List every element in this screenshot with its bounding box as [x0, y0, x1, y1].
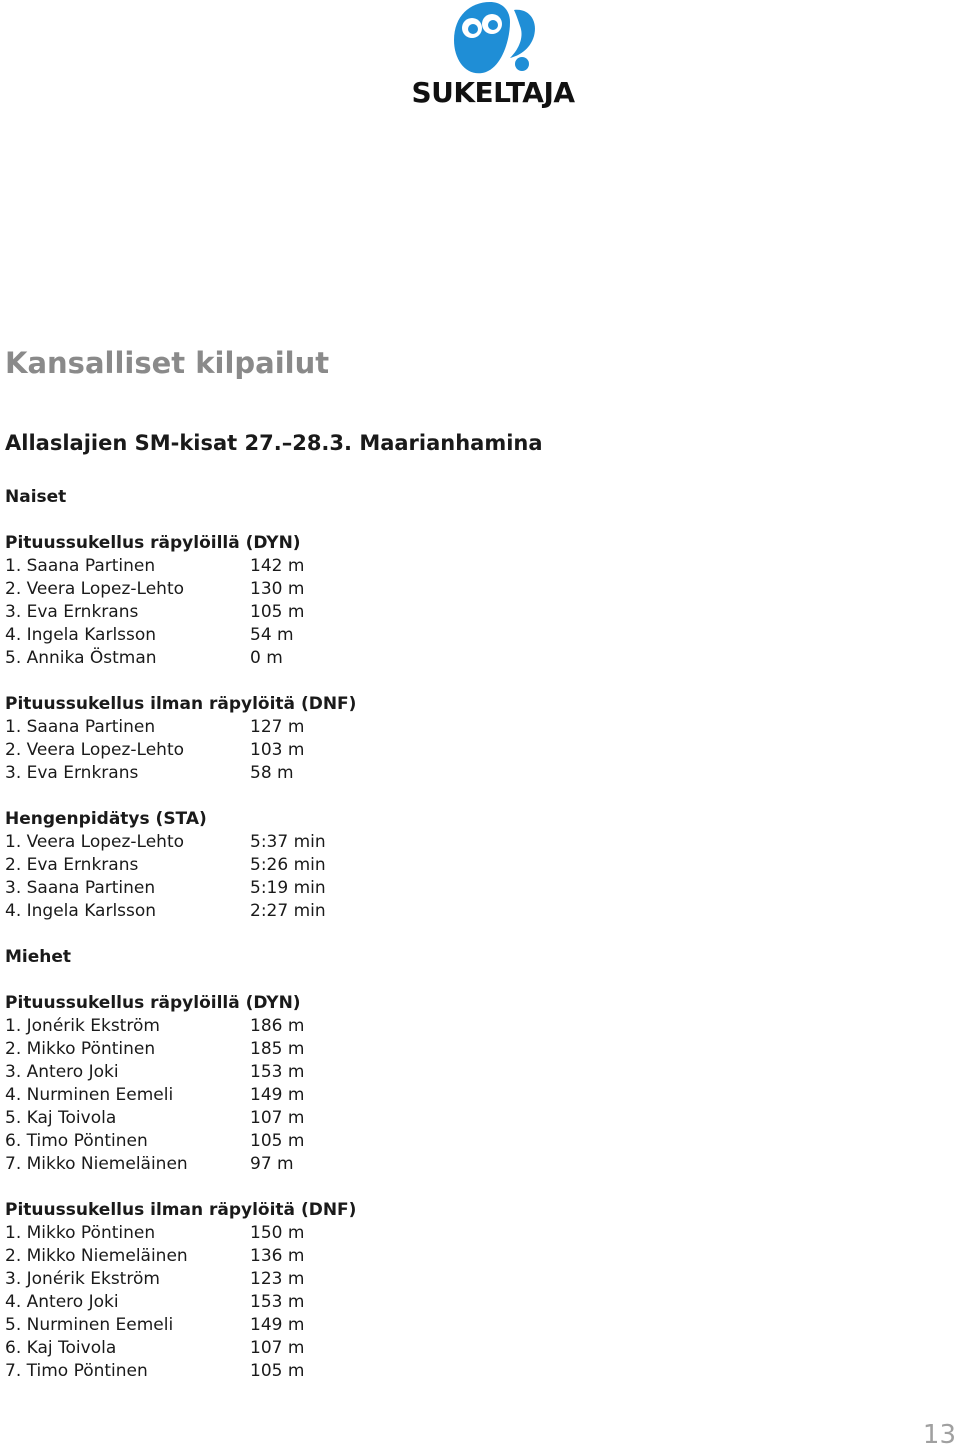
result-row [5, 1245, 905, 1268]
result-row [5, 1360, 905, 1383]
discipline-title: Pituussukellus ilman räpylöitä (DNF) [5, 694, 357, 714]
athlete-name: 2. Veera Lopez-Lehto [5, 579, 185, 599]
athlete-name: 3. Eva Ernkrans [5, 602, 139, 622]
result-value: 130 m [250, 579, 305, 599]
athlete-name: 1. Veera Lopez-Lehto [5, 832, 185, 852]
athlete-name: 2. Eva Ernkrans [5, 855, 139, 875]
result-row [5, 1314, 905, 1337]
athlete-name: 3. Jonérik Ekström [5, 1269, 160, 1289]
result-value: 150 m [250, 1223, 305, 1243]
result-row [5, 1291, 905, 1314]
result-value: 107 m [250, 1338, 305, 1358]
discipline-section [5, 1199, 905, 1383]
athlete-name: 4. Ingela Karlsson [5, 625, 157, 645]
athlete-name: 2. Mikko Niemeläinen [5, 1246, 188, 1266]
result-value: 2:27 min [250, 901, 326, 921]
athlete-name: 1. Jonérik Ekström [5, 1016, 160, 1036]
result-row [5, 578, 905, 601]
page-number: 13 [922, 1420, 956, 1450]
athlete-name: 7. Mikko Niemeläinen [5, 1154, 188, 1174]
athlete-name: 4. Nurminen Eemeli [5, 1085, 174, 1105]
result-row [5, 1015, 905, 1038]
result-row [5, 900, 905, 923]
result-row [5, 1061, 905, 1084]
result-row [5, 716, 905, 739]
group-title: Miehet [5, 947, 72, 967]
discipline-section [5, 992, 905, 1176]
result-row [5, 624, 905, 647]
result-value: 58 m [250, 763, 294, 783]
athlete-name: 6. Kaj Toivola [5, 1338, 117, 1358]
athlete-name: 7. Timo Pöntinen [5, 1361, 148, 1381]
logo-text: SUKELTAJA [411, 76, 575, 109]
athlete-name: 5. Kaj Toivola [5, 1108, 117, 1128]
result-value: 149 m [250, 1315, 305, 1335]
result-value: 142 m [250, 556, 305, 576]
result-value: 5:26 min [250, 855, 326, 875]
result-value: 185 m [250, 1039, 305, 1059]
result-row [5, 1084, 905, 1107]
athlete-name: 5. Annika Östman [5, 648, 157, 668]
athlete-name: 1. Mikko Pöntinen [5, 1223, 156, 1243]
discipline-section [5, 693, 905, 785]
athlete-name: 3. Eva Ernkrans [5, 763, 139, 783]
result-value: 5:19 min [250, 878, 326, 898]
diver-mascot-icon [448, 0, 540, 78]
result-value: 54 m [250, 625, 294, 645]
result-value: 136 m [250, 1246, 305, 1266]
discipline-title: Pituussukellus räpylöillä (DYN) [5, 993, 301, 1013]
athlete-name: 5. Nurminen Eemeli [5, 1315, 174, 1335]
athlete-name: 3. Antero Joki [5, 1062, 119, 1082]
discipline-title: Pituussukellus ilman räpylöitä (DNF) [5, 1200, 357, 1220]
result-value: 127 m [250, 717, 305, 737]
result-row [5, 601, 905, 624]
athlete-name: 1. Saana Partinen [5, 717, 156, 737]
result-value: 153 m [250, 1062, 305, 1082]
discipline-title: Hengenpidätys (STA) [5, 809, 207, 829]
result-row [5, 1130, 905, 1153]
results-content [5, 486, 905, 1406]
result-row [5, 1268, 905, 1291]
result-row [5, 877, 905, 900]
result-row [5, 1038, 905, 1061]
discipline-section [5, 532, 905, 670]
athlete-name: 4. Antero Joki [5, 1292, 119, 1312]
group-title: Naiset [5, 487, 67, 507]
result-value: 105 m [250, 1361, 305, 1381]
result-value: 97 m [250, 1154, 294, 1174]
result-row [5, 555, 905, 578]
athlete-name: 4. Ingela Karlsson [5, 901, 157, 921]
result-row [5, 1222, 905, 1245]
page-title: Kansalliset kilpailut [5, 346, 330, 380]
result-row [5, 1153, 905, 1176]
sukeltaja-logo [408, 0, 578, 118]
result-row [5, 831, 905, 854]
result-row [5, 762, 905, 785]
result-value: 103 m [250, 740, 305, 760]
athlete-name: 1. Saana Partinen [5, 556, 156, 576]
result-value: 0 m [250, 648, 283, 668]
result-value: 186 m [250, 1016, 305, 1036]
result-row [5, 1337, 905, 1360]
discipline-title: Pituussukellus räpylöillä (DYN) [5, 533, 301, 553]
result-row [5, 647, 905, 670]
athlete-name: 2. Mikko Pöntinen [5, 1039, 156, 1059]
result-row [5, 1107, 905, 1130]
athlete-name: 6. Timo Pöntinen [5, 1131, 148, 1151]
result-value: 5:37 min [250, 832, 326, 852]
result-value: 149 m [250, 1085, 305, 1105]
result-value: 105 m [250, 1131, 305, 1151]
result-value: 105 m [250, 602, 305, 622]
result-value: 123 m [250, 1269, 305, 1289]
athlete-name: 2. Veera Lopez-Lehto [5, 740, 185, 760]
result-value: 107 m [250, 1108, 305, 1128]
athlete-name: 3. Saana Partinen [5, 878, 156, 898]
result-row [5, 854, 905, 877]
discipline-section [5, 808, 905, 923]
result-value: 153 m [250, 1292, 305, 1312]
result-row [5, 739, 905, 762]
event-title: Allaslajien SM-kisat 27.–28.3. Maarianhamina [5, 431, 543, 455]
